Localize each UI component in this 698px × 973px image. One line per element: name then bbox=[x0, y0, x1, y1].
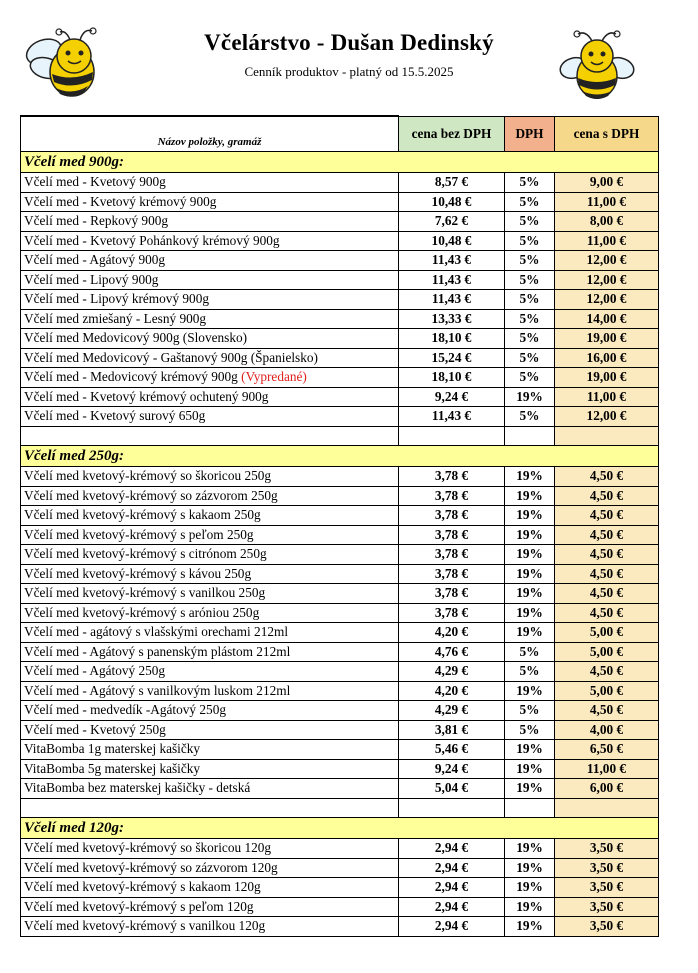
product-name-cell bbox=[21, 779, 399, 799]
price-no-vat: 5,46 € bbox=[399, 740, 505, 760]
vat-rate: 5% bbox=[505, 173, 555, 193]
price-no-vat: 4,20 € bbox=[399, 681, 505, 701]
price-with-vat: 4,50 € bbox=[555, 584, 659, 604]
price-with-vat: 16,00 € bbox=[555, 348, 659, 368]
price-no-vat: 2,94 € bbox=[399, 839, 505, 859]
price-no-vat: 2,94 € bbox=[399, 858, 505, 878]
product-name: Včelí med kvetový-krémový s kakaom 250g bbox=[24, 507, 261, 523]
price-with-vat: 5,00 € bbox=[555, 623, 659, 643]
vat-rate: 5% bbox=[505, 329, 555, 349]
price-no-vat: 3,78 € bbox=[399, 584, 505, 604]
product-name: VitaBomba bez materskej kašičky - detská bbox=[24, 780, 251, 796]
product-name-cell bbox=[21, 839, 399, 859]
price-no-vat: 8,57 € bbox=[399, 173, 505, 193]
product-row bbox=[21, 701, 659, 721]
price-no-vat: 13,33 € bbox=[399, 309, 505, 329]
vat-rate: 19% bbox=[505, 623, 555, 643]
product-name: Včelí med - Agátový 250g bbox=[24, 663, 166, 679]
product-name-cell bbox=[21, 917, 399, 937]
page-subtitle: Cenník produktov - platný od 15.5.2025 bbox=[244, 64, 454, 79]
spacer-row bbox=[21, 426, 659, 446]
product-row bbox=[21, 878, 659, 898]
price-no-vat: 4,76 € bbox=[399, 642, 505, 662]
product-name-cell bbox=[21, 720, 399, 740]
vat-rate: 5% bbox=[505, 720, 555, 740]
vat-rate: 19% bbox=[505, 681, 555, 701]
price-with-vat: 4,50 € bbox=[555, 545, 659, 565]
price-with-vat: 11,00 € bbox=[555, 192, 659, 212]
price-with-vat: 4,50 € bbox=[555, 525, 659, 545]
section-title: Včelí med 900g: bbox=[21, 152, 659, 173]
product-row bbox=[21, 839, 659, 859]
product-row bbox=[21, 467, 659, 487]
price-with-vat: 5,00 € bbox=[555, 681, 659, 701]
vat-rate: 5% bbox=[505, 192, 555, 212]
product-name-cell bbox=[21, 897, 399, 917]
price-with-vat: 11,00 € bbox=[555, 231, 659, 251]
column-header-with-vat: cena s DPH bbox=[555, 116, 659, 152]
product-row bbox=[21, 662, 659, 682]
vat-rate: 5% bbox=[505, 212, 555, 232]
product-row bbox=[21, 348, 659, 368]
price-with-vat: 4,50 € bbox=[555, 564, 659, 584]
column-header-no-vat: cena bez DPH bbox=[399, 116, 505, 152]
vat-rate: 19% bbox=[505, 467, 555, 487]
price-with-vat: 6,50 € bbox=[555, 740, 659, 760]
vat-rate: 19% bbox=[505, 564, 555, 584]
price-no-vat: 5,04 € bbox=[399, 779, 505, 799]
price-with-vat: 4,50 € bbox=[555, 701, 659, 721]
vat-rate: 5% bbox=[505, 701, 555, 721]
vat-rate: 19% bbox=[505, 545, 555, 565]
section-header-row bbox=[21, 446, 659, 467]
price-with-vat: 12,00 € bbox=[555, 251, 659, 271]
product-name-cell bbox=[21, 231, 399, 251]
price-with-vat: 12,00 € bbox=[555, 407, 659, 427]
price-no-vat: 3,78 € bbox=[399, 467, 505, 487]
price-with-vat: 4,00 € bbox=[555, 720, 659, 740]
product-name-cell bbox=[21, 564, 399, 584]
product-name-cell bbox=[21, 486, 399, 506]
price-with-vat: 12,00 € bbox=[555, 270, 659, 290]
price-with-vat: 4,50 € bbox=[555, 603, 659, 623]
price-with-vat: 8,00 € bbox=[555, 212, 659, 232]
product-name-cell bbox=[21, 387, 399, 407]
price-with-vat: 3,50 € bbox=[555, 858, 659, 878]
product-name: Včelí med - Kvetový 250g bbox=[24, 721, 166, 737]
vat-rate: 19% bbox=[505, 740, 555, 760]
product-name: Včelí med Medovicový - Gaštanový 900g (Španielsko) bbox=[24, 349, 318, 365]
product-name-cell bbox=[21, 740, 399, 760]
price-no-vat: 3,78 € bbox=[399, 506, 505, 526]
vat-rate: 5% bbox=[505, 348, 555, 368]
price-no-vat: 3,78 € bbox=[399, 486, 505, 506]
product-name: Včelí med - Agátový s panenským plástom 212ml bbox=[24, 643, 291, 659]
empty-cell bbox=[555, 798, 659, 818]
price-no-vat: 15,24 € bbox=[399, 348, 505, 368]
product-name-cell bbox=[21, 270, 399, 290]
product-name: Včelí med - medvedík -Agátový 250g bbox=[24, 702, 226, 718]
price-no-vat: 18,10 € bbox=[399, 329, 505, 349]
price-with-vat: 11,00 € bbox=[555, 387, 659, 407]
product-name-cell bbox=[21, 642, 399, 662]
empty-cell bbox=[21, 426, 399, 446]
price-with-vat: 19,00 € bbox=[555, 329, 659, 349]
product-row bbox=[21, 642, 659, 662]
section-title: Včelí med 120g: bbox=[21, 818, 659, 839]
price-no-vat: 3,78 € bbox=[399, 525, 505, 545]
product-name-cell bbox=[21, 858, 399, 878]
empty-cell bbox=[399, 798, 505, 818]
product-name: Včelí med - Kvetový krémový 900g bbox=[24, 193, 217, 209]
product-name: Včelí med kvetový-krémový s kávou 250g bbox=[24, 565, 252, 581]
product-name: Včelí med - Kvetový surový 650g bbox=[24, 408, 206, 424]
price-no-vat: 10,48 € bbox=[399, 231, 505, 251]
product-name-cell bbox=[21, 623, 399, 643]
product-name: Včelí med - Agátový 900g bbox=[24, 252, 166, 268]
price-with-vat: 4,50 € bbox=[555, 467, 659, 487]
product-row bbox=[21, 270, 659, 290]
product-name: Včelí med Medovicový 900g (Slovensko) bbox=[24, 330, 248, 346]
price-with-vat: 12,00 € bbox=[555, 290, 659, 310]
column-header-name: Názov položky, gramáž bbox=[21, 116, 399, 152]
price-table bbox=[20, 115, 659, 937]
product-name-cell bbox=[21, 545, 399, 565]
vat-rate: 5% bbox=[505, 309, 555, 329]
product-name: Včelí med kvetový-krémový s citrónom 250g bbox=[24, 546, 267, 562]
vat-rate: 5% bbox=[505, 368, 555, 388]
product-name: Včelí med kvetový-krémový s vanilkou 120g bbox=[24, 918, 266, 934]
price-no-vat: 3,78 € bbox=[399, 603, 505, 623]
product-row bbox=[21, 486, 659, 506]
product-row bbox=[21, 506, 659, 526]
product-name: VitaBomba 5g materskej kašičky bbox=[24, 760, 201, 776]
price-no-vat: 3,78 € bbox=[399, 545, 505, 565]
product-name: Včelí med - Lipový krémový 900g bbox=[24, 291, 210, 307]
price-no-vat: 18,10 € bbox=[399, 368, 505, 388]
price-with-vat: 3,50 € bbox=[555, 839, 659, 859]
vat-rate: 19% bbox=[505, 387, 555, 407]
section-header-row bbox=[21, 818, 659, 839]
price-with-vat: 4,50 € bbox=[555, 486, 659, 506]
product-name: Včelí med - Agátový s vanilkovým luskom 212ml bbox=[24, 682, 291, 698]
vat-rate: 19% bbox=[505, 839, 555, 859]
section-title: Včelí med 250g: bbox=[21, 446, 659, 467]
page-title: Včelárstvo - Dušan Dedinský bbox=[204, 30, 494, 55]
vat-rate: 19% bbox=[505, 584, 555, 604]
product-name-cell bbox=[21, 212, 399, 232]
empty-cell bbox=[21, 798, 399, 818]
product-row bbox=[21, 681, 659, 701]
empty-cell bbox=[399, 426, 505, 446]
vat-rate: 5% bbox=[505, 231, 555, 251]
product-name-cell bbox=[21, 192, 399, 212]
vat-rate: 5% bbox=[505, 270, 555, 290]
vat-rate: 5% bbox=[505, 407, 555, 427]
product-name-cell bbox=[21, 506, 399, 526]
product-row bbox=[21, 525, 659, 545]
price-with-vat: 14,00 € bbox=[555, 309, 659, 329]
product-name-cell bbox=[21, 251, 399, 271]
vat-rate: 19% bbox=[505, 759, 555, 779]
price-with-vat: 11,00 € bbox=[555, 759, 659, 779]
price-with-vat: 9,00 € bbox=[555, 173, 659, 193]
product-name: Včelí med kvetový-krémový so škoricou 250g bbox=[24, 468, 272, 484]
product-row bbox=[21, 897, 659, 917]
product-name: Včelí med - agátový s vlašskými orechami 212ml bbox=[24, 624, 289, 640]
price-no-vat: 2,94 € bbox=[399, 897, 505, 917]
product-name-cell bbox=[21, 878, 399, 898]
vat-rate: 19% bbox=[505, 858, 555, 878]
product-row bbox=[21, 584, 659, 604]
product-row bbox=[21, 290, 659, 310]
product-name: Včelí med kvetový-krémový s kakaom 120g bbox=[24, 879, 261, 895]
product-name: Včelí med - Kvetový 900g bbox=[24, 174, 166, 190]
product-name: Včelí med zmiešaný - Lesný 900g bbox=[24, 310, 207, 326]
product-row bbox=[21, 192, 659, 212]
price-with-vat: 4,50 € bbox=[555, 662, 659, 682]
vat-rate: 19% bbox=[505, 486, 555, 506]
product-row bbox=[21, 309, 659, 329]
product-name: Včelí med kvetový-krémový s aróniou 250g bbox=[24, 604, 260, 620]
product-row bbox=[21, 720, 659, 740]
product-name-cell bbox=[21, 603, 399, 623]
product-row bbox=[21, 545, 659, 565]
vat-rate: 19% bbox=[505, 878, 555, 898]
price-with-vat: 3,50 € bbox=[555, 878, 659, 898]
price-no-vat: 11,43 € bbox=[399, 270, 505, 290]
product-row bbox=[21, 212, 659, 232]
product-name-cell bbox=[21, 407, 399, 427]
price-no-vat: 3,78 € bbox=[399, 564, 505, 584]
price-no-vat: 2,94 € bbox=[399, 917, 505, 937]
product-name-cell bbox=[21, 329, 399, 349]
product-name: Včelí med kvetový-krémový s peľom 250g bbox=[24, 526, 254, 542]
vat-rate: 5% bbox=[505, 642, 555, 662]
vat-rate: 5% bbox=[505, 251, 555, 271]
price-no-vat: 11,43 € bbox=[399, 251, 505, 271]
sold-out-note: (Vypredané) bbox=[241, 369, 307, 385]
product-row bbox=[21, 779, 659, 799]
vat-rate: 19% bbox=[505, 506, 555, 526]
product-name-cell bbox=[21, 309, 399, 329]
product-name-cell bbox=[21, 525, 399, 545]
vat-rate: 19% bbox=[505, 897, 555, 917]
price-no-vat: 3,81 € bbox=[399, 720, 505, 740]
bee-logo-right bbox=[556, 22, 638, 102]
product-name: Včelí med kvetový-krémový s peľom 120g bbox=[24, 898, 254, 914]
product-name-cell bbox=[21, 368, 399, 388]
product-name-cell bbox=[21, 348, 399, 368]
product-name-cell bbox=[21, 662, 399, 682]
price-with-vat: 3,50 € bbox=[555, 917, 659, 937]
price-no-vat: 11,43 € bbox=[399, 407, 505, 427]
product-name-cell bbox=[21, 173, 399, 193]
product-name: Včelí med - Kvetový Pohánkový krémový 900g bbox=[24, 232, 280, 248]
product-row bbox=[21, 173, 659, 193]
product-name-cell bbox=[21, 584, 399, 604]
price-no-vat: 4,29 € bbox=[399, 701, 505, 721]
product-name: Včelí med kvetový-krémový s vanilkou 250g bbox=[24, 585, 266, 601]
vat-rate: 19% bbox=[505, 603, 555, 623]
empty-cell bbox=[505, 798, 555, 818]
product-name: Včelí med - Kvetový krémový ochutený 900g bbox=[24, 388, 269, 404]
spacer-row bbox=[21, 798, 659, 818]
product-name-cell bbox=[21, 681, 399, 701]
product-row bbox=[21, 231, 659, 251]
vat-rate: 19% bbox=[505, 917, 555, 937]
product-row bbox=[21, 917, 659, 937]
price-no-vat: 11,43 € bbox=[399, 290, 505, 310]
price-with-vat: 19,00 € bbox=[555, 368, 659, 388]
header-row bbox=[21, 116, 659, 152]
product-row bbox=[21, 368, 659, 388]
section-header-row bbox=[21, 152, 659, 173]
price-with-vat: 4,50 € bbox=[555, 506, 659, 526]
vat-rate: 5% bbox=[505, 662, 555, 682]
product-name-cell bbox=[21, 759, 399, 779]
product-name: VitaBomba 1g materskej kašičky bbox=[24, 741, 201, 757]
price-no-vat: 4,29 € bbox=[399, 662, 505, 682]
vat-rate: 19% bbox=[505, 525, 555, 545]
product-name: Včelí med - Repkový 900g bbox=[24, 213, 169, 229]
price-with-vat: 3,50 € bbox=[555, 897, 659, 917]
product-row bbox=[21, 623, 659, 643]
product-name: Včelí med kvetový-krémový so škoricou 120g bbox=[24, 840, 272, 856]
product-row bbox=[21, 387, 659, 407]
price-no-vat: 2,94 € bbox=[399, 878, 505, 898]
product-row bbox=[21, 603, 659, 623]
vat-rate: 5% bbox=[505, 290, 555, 310]
product-name-cell bbox=[21, 290, 399, 310]
product-row bbox=[21, 759, 659, 779]
price-no-vat: 7,62 € bbox=[399, 212, 505, 232]
product-row bbox=[21, 564, 659, 584]
price-with-vat: 5,00 € bbox=[555, 642, 659, 662]
product-name-cell bbox=[21, 467, 399, 487]
empty-cell bbox=[505, 426, 555, 446]
price-with-vat: 6,00 € bbox=[555, 779, 659, 799]
column-header-vat: DPH bbox=[505, 116, 555, 152]
price-no-vat: 9,24 € bbox=[399, 387, 505, 407]
price-no-vat: 9,24 € bbox=[399, 759, 505, 779]
product-name: Včelí med - Medovicový krémový 900g bbox=[24, 369, 238, 385]
product-name: Včelí med kvetový-krémový so zázvorom 120g bbox=[24, 859, 278, 875]
product-name: Včelí med kvetový-krémový so zázvorom 250g bbox=[24, 487, 278, 503]
price-no-vat: 4,20 € bbox=[399, 623, 505, 643]
product-row bbox=[21, 329, 659, 349]
product-name: Včelí med - Lipový 900g bbox=[24, 271, 159, 287]
product-row bbox=[21, 740, 659, 760]
empty-cell bbox=[555, 426, 659, 446]
vat-rate: 19% bbox=[505, 779, 555, 799]
price-no-vat: 10,48 € bbox=[399, 192, 505, 212]
product-row bbox=[21, 407, 659, 427]
product-row bbox=[21, 858, 659, 878]
product-row bbox=[21, 251, 659, 271]
product-name-cell bbox=[21, 701, 399, 721]
